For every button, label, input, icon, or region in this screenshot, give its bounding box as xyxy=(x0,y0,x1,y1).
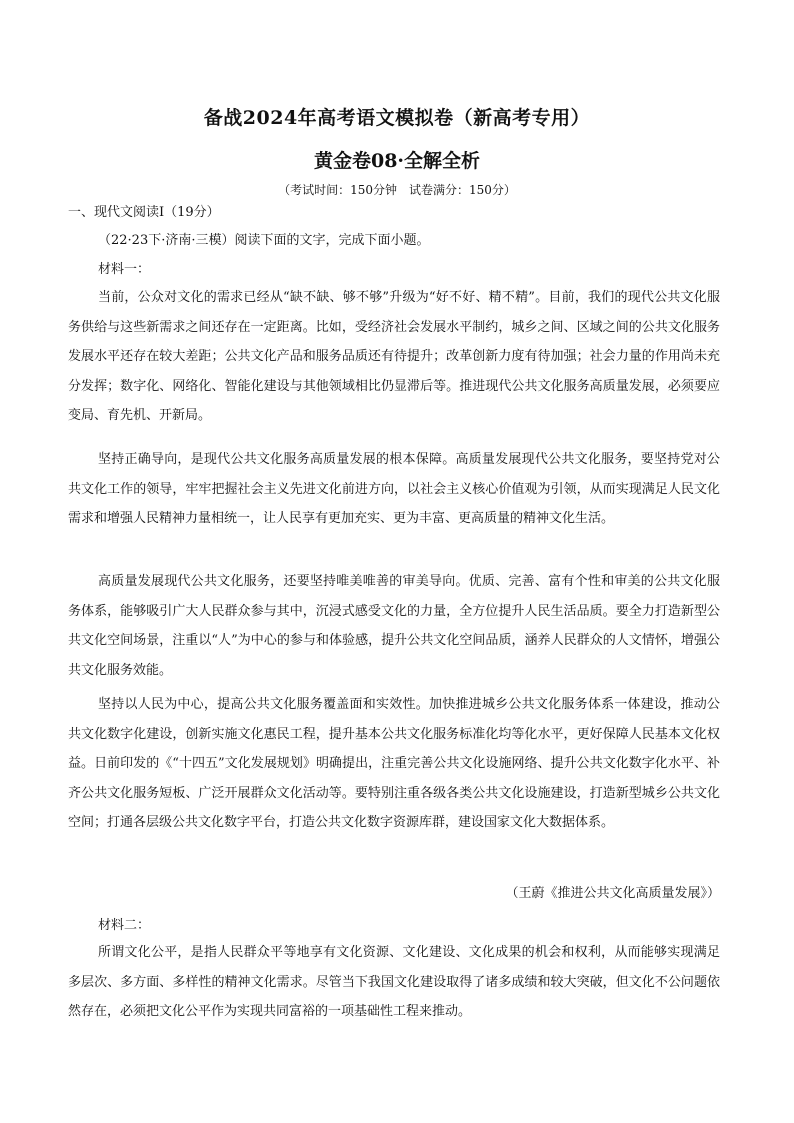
material-1-attribution: （王蔚《推进公共文化高质量发展》） xyxy=(505,886,720,901)
material-1-paragraph: 坚持以人民为中心，提高公共文化服务覆盖面和实效性。加快推进城乡公共文化服务体系一体建设，推动公共文化数字化建设，创新实施文化惠民工程，提升基本公共文化服务标准化均等化水平，更好保障人民基本文化权益。日前印发的《“十四五”文化发展规划》明确提出，注重完善公共文化设施网络、提升公共文化数字化水平、补齐公共文化服务短板、广泛开展群众文化活动等。要特别注重各级各类公共文化设施建设，打造新型城乡公共文化空间；打通各层级公共文化数字平台，打造公共文化数字资源库群，建设国家文化大数据体系。 xyxy=(68,697,720,831)
exam-info: （考试时间：150分钟 试卷满分：150分） xyxy=(278,183,516,197)
material-1-label: 材料一： xyxy=(98,262,151,277)
material-1-paragraph: 当前，公众对文化的需求已经从“缺不缺、够不够”升级为“好不好、精不精”。目前，我们的现代公共文化服务供给与这些新需求之间还存在一定距离。比如，受经济社会发展水平制约，城乡之间、区域之间的公共文化服务发展水平还存在较大差距；公共文化产品和服务品质还有待提升；改革创新力度有待加强；社会力量的作用尚未充分发挥；数字化、网络化、智能化建设与其他领域相比仍显滞后等。推进现代公共文化服务高质量发展，必须要应变局、育先机、开新局。 xyxy=(68,290,720,424)
material-2-label: 材料二： xyxy=(98,918,151,933)
material-2-paragraph: 所谓文化公平，是指人民群众平等地享有文化资源、文化建设、文化成果的机会和权利，从而能够实现满足多层次、多方面、多样性的精神文化需求。尽管当下我国文化建设取得了诸多成绩和较大突破，但文化不公问题依然存在，必须把文化公平作为实现共同富裕的一项基础性工程来推动。 xyxy=(68,945,720,1020)
section-heading: 一、现代文阅读Ⅰ（19分） xyxy=(68,205,220,220)
page-title: 备战2024年高考语文模拟卷（新高考专用） xyxy=(203,107,591,129)
material-1-paragraph: 坚持正确导向，是现代公共文化服务高质量发展的根本保障。高质量发展现代公共文化服务，要坚持党对公共文化工作的领导，牢牢把握社会主义先进文化前进方向，以社会主义核心价值观为引领，从而实现满足人民文化需求和增强人民精神力量相统一，让人民享有更加充实、更为丰富、更高质量的精神文化生活。 xyxy=(68,452,720,527)
question-source: （22·23下·济南·三模）阅读下面的文字，完成下面小题。 xyxy=(98,233,430,248)
material-1-paragraph: 高质量发展现代公共文化服务，还要坚持唯美唯善的审美导向。优质、完善、富有个性和审美的公共文化服务体系，能够吸引广大人民群众参与其中，沉浸式感受文化的力量，全方位提升人民生活品质。要全力打造新型公共文化空间场景，注重以“人”为中心的参与和体验感，提升公共文化空间品质，涵养人民群众的人文情怀，增强公共文化服务效能。 xyxy=(68,574,720,678)
page-subtitle: 黄金卷08·全解全析 xyxy=(313,150,481,172)
